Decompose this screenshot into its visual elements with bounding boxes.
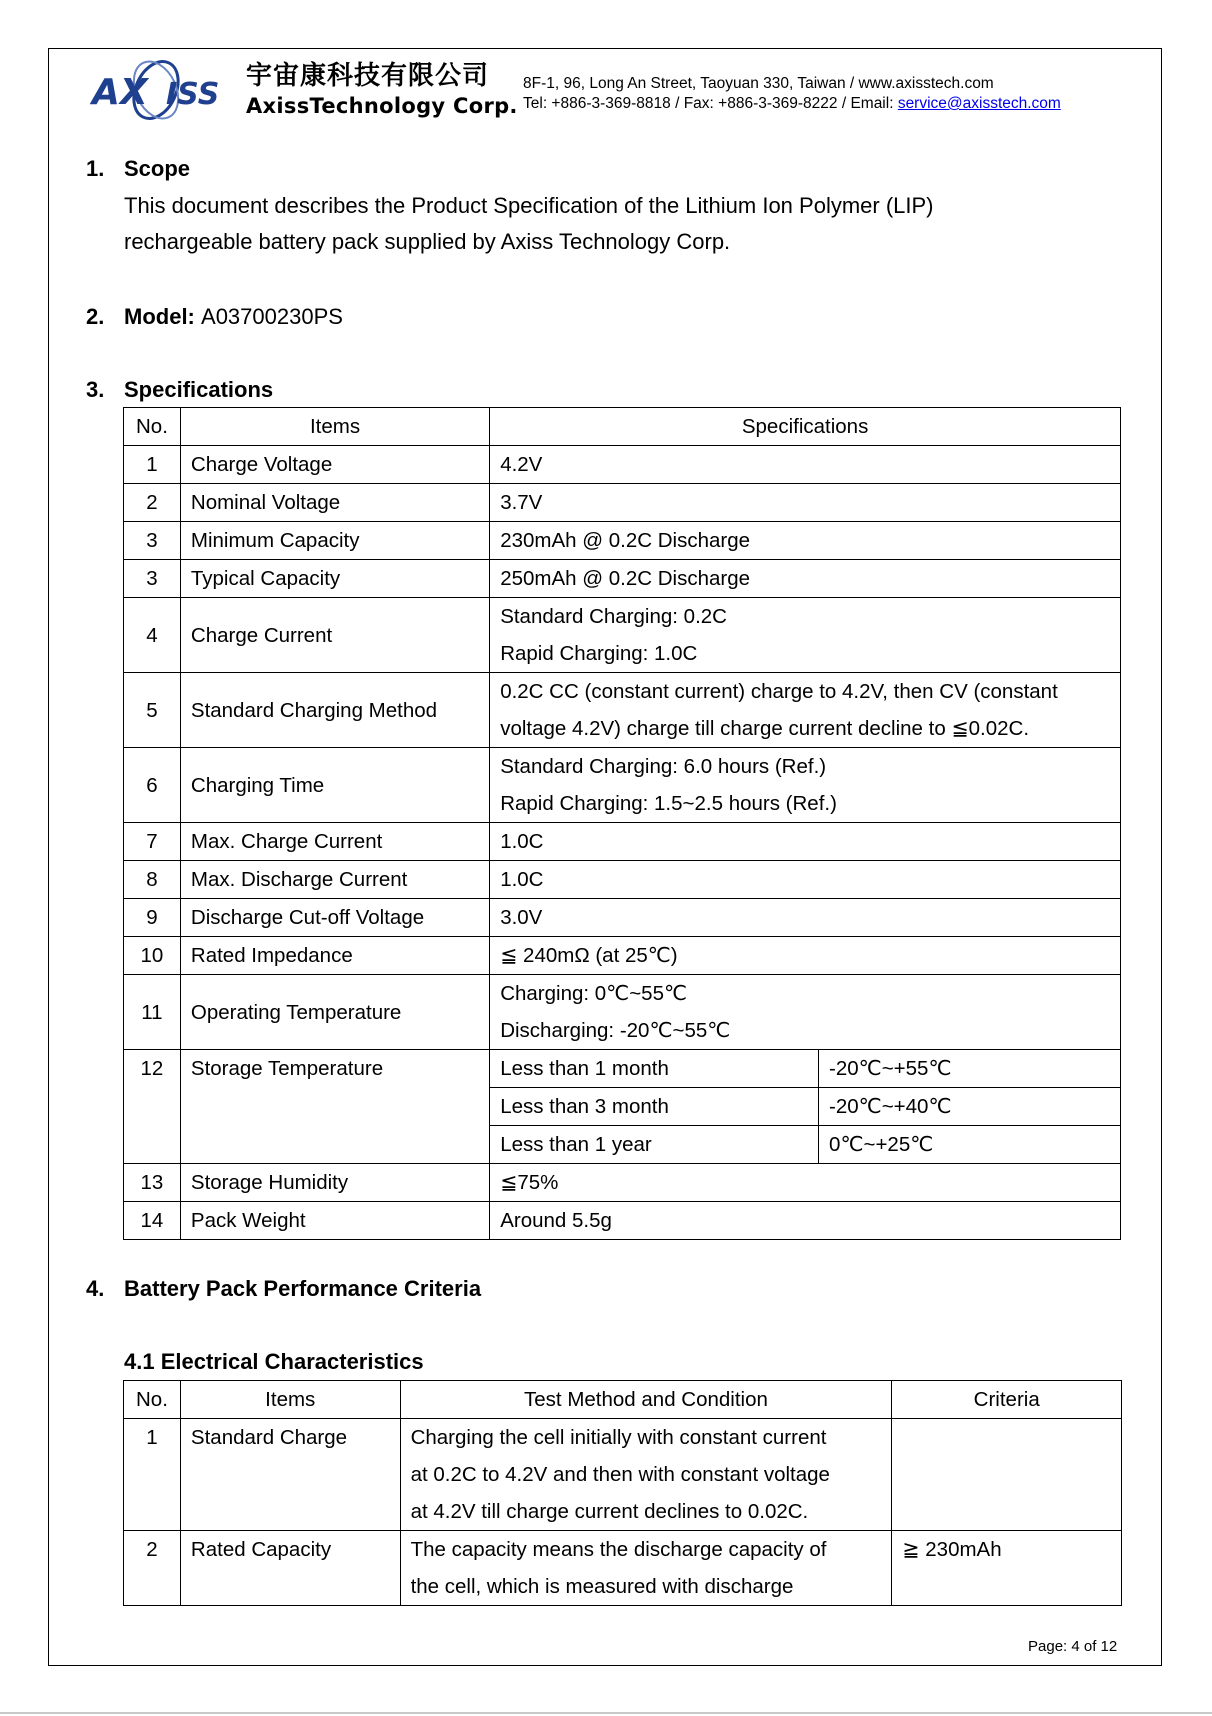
row-item: Max. Charge Current <box>180 823 489 861</box>
email-link[interactable]: service@axisstech.com <box>897 95 1061 112</box>
bottom-divider <box>0 1712 1212 1714</box>
row-method <box>400 1531 892 1606</box>
row-item: Storage Humidity <box>180 1164 489 1202</box>
row-criteria <box>892 1419 1122 1531</box>
table-row <box>124 484 1121 522</box>
header-items: Items <box>180 1381 400 1419</box>
company-logo <box>90 56 240 122</box>
row-item: Discharge Cut-off Voltage <box>180 899 489 937</box>
section-number: 3. <box>86 377 105 402</box>
section-model-heading <box>86 304 343 330</box>
row-no: 9 <box>124 899 181 937</box>
row-item: Standard Charging Method <box>180 673 489 748</box>
row-item: Rated Impedance <box>180 937 489 975</box>
row-no: 10 <box>124 937 181 975</box>
row-criteria: ≧ 230mAh <box>892 1531 1122 1606</box>
row-spec: 250mAh @ 0.2C Discharge <box>490 560 1121 598</box>
row-no: 5 <box>124 673 181 748</box>
table-row <box>124 598 1121 673</box>
table-row <box>124 1419 1122 1531</box>
header-criteria: Criteria <box>892 1381 1122 1419</box>
section-specifications-heading <box>86 377 273 403</box>
specifications-table <box>123 407 1121 1240</box>
spec-line-2: Rapid Charging: 1.0C <box>500 642 698 665</box>
method-line-1: Charging the cell initially with constant current <box>410 1426 827 1449</box>
table-row <box>124 1531 1122 1606</box>
spec-line-2: voltage 4.2V) charge till charge current decline to ≦0.02C. <box>500 717 1030 740</box>
row-no: 3 <box>124 560 181 598</box>
table-row <box>124 1050 1121 1088</box>
table-row <box>124 823 1121 861</box>
scope-line-2: rechargeable battery pack supplied by Axiss Technology Corp. <box>124 229 731 254</box>
table-row <box>124 446 1121 484</box>
storage-range: -20℃~+40℃ <box>819 1088 1121 1126</box>
storage-period: Less than 1 year <box>490 1126 819 1164</box>
section-performance-heading <box>86 1276 481 1302</box>
phone-email-line <box>523 94 1061 114</box>
row-spec: ≦75% <box>490 1164 1121 1202</box>
row-no: 1 <box>124 1419 181 1531</box>
row-no: 3 <box>124 522 181 560</box>
row-item: Minimum Capacity <box>180 522 489 560</box>
row-no: 7 <box>124 823 181 861</box>
row-no: 6 <box>124 748 181 823</box>
spec-line-1: Standard Charging: 0.2C <box>500 605 727 628</box>
table-row <box>124 748 1121 823</box>
row-spec: 3.0V <box>490 899 1121 937</box>
row-item: Charge Voltage <box>180 446 489 484</box>
spec-line-1: Standard Charging: 6.0 hours (Ref.) <box>500 755 827 778</box>
row-spec <box>490 598 1121 673</box>
row-item: Storage Temperature <box>180 1050 489 1164</box>
row-spec: Around 5.5g <box>490 1202 1121 1240</box>
page-number: Page: 4 of 12 <box>1028 1638 1118 1655</box>
table-header-row <box>124 408 1121 446</box>
address-line: 8F-1, 96, Long An Street, Taoyuan 330, Taiwan / www.axisstech.com <box>523 75 994 92</box>
row-item: Typical Capacity <box>180 560 489 598</box>
table-row <box>124 937 1121 975</box>
header-items: Items <box>180 408 489 446</box>
method-line-1: The capacity means the discharge capacity of <box>410 1538 827 1561</box>
row-method <box>400 1419 892 1531</box>
row-no: 4 <box>124 598 181 673</box>
svg-text:X: X <box>120 72 148 113</box>
storage-range: 0℃~+25℃ <box>819 1126 1121 1164</box>
table-row <box>124 560 1121 598</box>
row-item: Nominal Voltage <box>180 484 489 522</box>
storage-period: Less than 3 month <box>490 1088 819 1126</box>
table-row <box>124 1202 1121 1240</box>
model-value: A03700230PS <box>201 304 343 329</box>
scope-paragraph <box>124 188 1084 260</box>
row-item: Standard Charge <box>180 1419 400 1531</box>
row-item: Pack Weight <box>180 1202 489 1240</box>
row-item: Max. Discharge Current <box>180 861 489 899</box>
row-spec: ≦ 240mΩ (at 25℃) <box>490 937 1121 975</box>
section-title: Battery Pack Performance Criteria <box>124 1276 482 1301</box>
spec-line-1: 0.2C CC (constant current) charge to 4.2V, then CV (constant <box>500 680 1058 703</box>
row-spec: 230mAh @ 0.2C Discharge <box>490 522 1121 560</box>
row-item: Charge Current <box>180 598 489 673</box>
phone-fax-text: Tel: +886-3-369-8818 / Fax: +886-3-369-8222 / Email: <box>523 95 898 112</box>
company-name-chinese: 宇宙康科技有限公司 <box>246 61 490 91</box>
section-title: Scope <box>124 156 191 181</box>
letterhead <box>90 56 1130 126</box>
row-spec <box>490 748 1121 823</box>
row-spec: 1.0C <box>490 823 1121 861</box>
spec-line-1: Charging: 0℃~55℃ <box>500 982 687 1005</box>
table-header-row <box>124 1381 1122 1419</box>
scope-line-1: This document describes the Product Specification of the Lithium Ion Polymer (LIP) <box>124 193 934 218</box>
company-name <box>246 62 518 120</box>
section-number: 1. <box>86 156 105 181</box>
spec-line-2: Discharging: -20℃~55℃ <box>500 1019 731 1042</box>
row-no: 12 <box>124 1050 181 1164</box>
row-no: 2 <box>124 1531 181 1606</box>
section-number: 2. <box>86 304 105 329</box>
subsection-electrical-heading: 4.1 Electrical Characteristics <box>124 1349 424 1374</box>
row-spec <box>490 673 1121 748</box>
contact-info <box>523 74 1061 114</box>
company-name-english: AxissTechnology Corp. <box>246 94 518 118</box>
section-title: Specifications <box>124 377 274 402</box>
header-no: No. <box>124 408 181 446</box>
row-spec: 1.0C <box>490 861 1121 899</box>
electrical-characteristics-table <box>123 1380 1122 1606</box>
row-spec: 4.2V <box>490 446 1121 484</box>
row-no: 14 <box>124 1202 181 1240</box>
row-no: 11 <box>124 975 181 1050</box>
row-item: Charging Time <box>180 748 489 823</box>
method-line-2: the cell, which is measured with discharge <box>410 1575 794 1598</box>
method-line-3: at 4.2V till charge current declines to 0.02C. <box>410 1500 809 1523</box>
table-row <box>124 975 1121 1050</box>
svg-text:A: A <box>92 72 120 113</box>
table-row <box>124 522 1121 560</box>
row-spec <box>490 975 1121 1050</box>
storage-period: Less than 1 month <box>490 1050 819 1088</box>
row-no: 8 <box>124 861 181 899</box>
spec-line-2: Rapid Charging: 1.5~2.5 hours (Ref.) <box>500 792 837 815</box>
model-label: Model: <box>124 304 195 329</box>
table-row <box>124 1164 1121 1202</box>
header-specifications: Specifications <box>490 408 1121 446</box>
row-item: Operating Temperature <box>180 975 489 1050</box>
table-row <box>124 861 1121 899</box>
section-number: 4. <box>86 1276 105 1301</box>
row-no: 1 <box>124 446 181 484</box>
row-item: Rated Capacity <box>180 1531 400 1606</box>
row-no: 2 <box>124 484 181 522</box>
table-row <box>124 899 1121 937</box>
method-line-2: at 0.2C to 4.2V and then with constant voltage <box>410 1463 830 1486</box>
storage-range: -20℃~+55℃ <box>819 1050 1121 1088</box>
row-no: 13 <box>124 1164 181 1202</box>
svg-text:ISS: ISS <box>166 77 220 112</box>
row-spec: 3.7V <box>490 484 1121 522</box>
table-row <box>124 673 1121 748</box>
section-scope-heading <box>86 156 190 182</box>
header-no: No. <box>124 1381 181 1419</box>
header-method: Test Method and Condition <box>400 1381 892 1419</box>
